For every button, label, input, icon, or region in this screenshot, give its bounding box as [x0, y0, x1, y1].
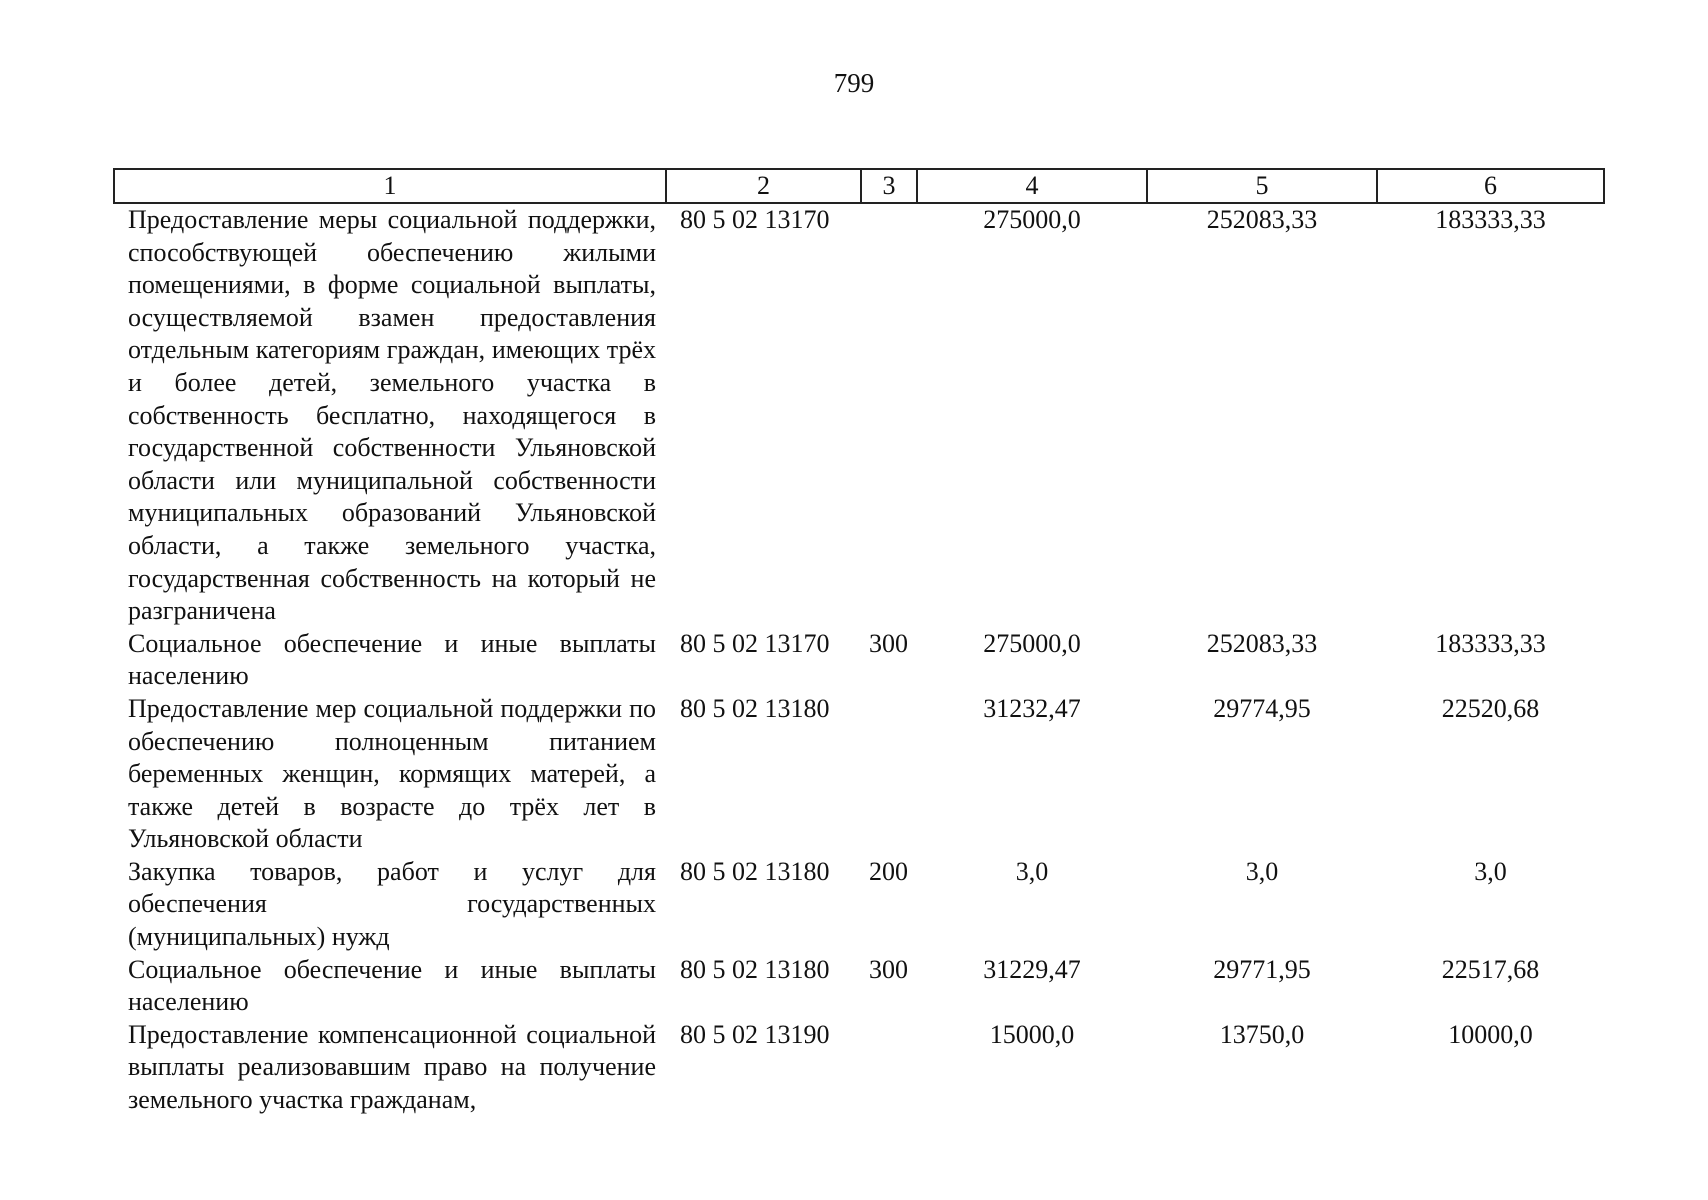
row-value-6: 183333,33 — [1435, 628, 1546, 658]
row-code: 80 5 02 13180 — [680, 954, 830, 984]
table-row — [114, 1019, 1604, 1117]
column-header-6: 6 — [1377, 169, 1604, 203]
page-number: 799 — [833, 68, 875, 98]
column-header-4: 4 — [917, 169, 1147, 203]
row-value-5: 29774,95 — [1213, 693, 1311, 723]
column-header-3: 3 — [861, 169, 917, 203]
column-header-2: 2 — [666, 169, 861, 203]
row-value-5: 29771,95 — [1213, 954, 1311, 984]
row-value-6: 22517,68 — [1441, 954, 1540, 984]
row-type — [861, 693, 917, 856]
row-value-5: 3,0 — [1245, 856, 1279, 886]
row-value-4: 31232,47 — [983, 693, 1081, 723]
row-type: 300 — [869, 628, 908, 658]
row-name: Предоставление компенсационной социальной выплаты реализовавшим право на получение земельного участка гражданам, — [128, 1019, 656, 1115]
table-header-row — [114, 169, 1604, 203]
table-row — [114, 628, 1604, 693]
row-name: Закупка товаров, работ и услуг для обеспечения государственных (муниципальных) нужд — [128, 856, 656, 952]
row-type: 300 — [869, 954, 908, 984]
row-code: 80 5 02 13180 — [680, 693, 830, 723]
table-row — [114, 693, 1604, 856]
row-value-6: 22520,68 — [1441, 693, 1540, 723]
row-code: 80 5 02 13170 — [680, 205, 830, 234]
budget-table — [113, 168, 1605, 1117]
row-type — [861, 203, 917, 628]
column-header-1: 1 — [114, 169, 666, 203]
column-header-5: 5 — [1147, 169, 1377, 203]
row-value-6: 183333,33 — [1435, 205, 1546, 234]
row-code: 80 5 02 13190 — [680, 1019, 830, 1049]
row-value-4: 31229,47 — [983, 954, 1081, 984]
row-value-6: 10000,0 — [1448, 1019, 1533, 1049]
table-row — [114, 203, 1604, 628]
row-type — [861, 1019, 917, 1117]
row-name: Социальное обеспечение и иные выплаты населению — [128, 954, 656, 1017]
row-code: 80 5 02 13180 — [680, 856, 830, 886]
row-value-4: 275000,0 — [983, 205, 1081, 234]
table-row — [114, 856, 1604, 954]
row-name: Предоставление меры социальной поддержки, способствующей обеспечению жилыми помещениями, в форме социальной выплаты, осуществляемой взамен предоставления отдельным категориям граждан, имеющих трёх и более детей, земельного участка в собственность бесплатно, находящегося в государственной собственности Ульяновской области или муниципальной собственности муниципальных образований Ульяновской области, а также земельного участка, государственная собственность на который не разграничена — [128, 205, 656, 626]
row-value-5: 252083,33 — [1206, 205, 1318, 234]
row-code: 80 5 02 13170 — [680, 628, 830, 658]
row-value-4: 15000,0 — [989, 1019, 1075, 1049]
row-value-5: 252083,33 — [1206, 628, 1318, 658]
row-value-5: 13750,0 — [1219, 1019, 1305, 1049]
row-value-4: 275000,0 — [983, 628, 1081, 658]
row-type: 200 — [869, 856, 908, 886]
row-value-6: 3,0 — [1474, 856, 1507, 886]
table-row — [114, 954, 1604, 1019]
row-value-4: 3,0 — [1015, 856, 1049, 886]
row-name: Предоставление мер социальной поддержки по обеспечению полноценным питанием беременных женщин, кормящих матерей, а также детей в возрасте до трёх лет в Ульяновской области — [128, 693, 656, 854]
row-name: Социальное обеспечение и иные выплаты населению — [128, 628, 656, 691]
